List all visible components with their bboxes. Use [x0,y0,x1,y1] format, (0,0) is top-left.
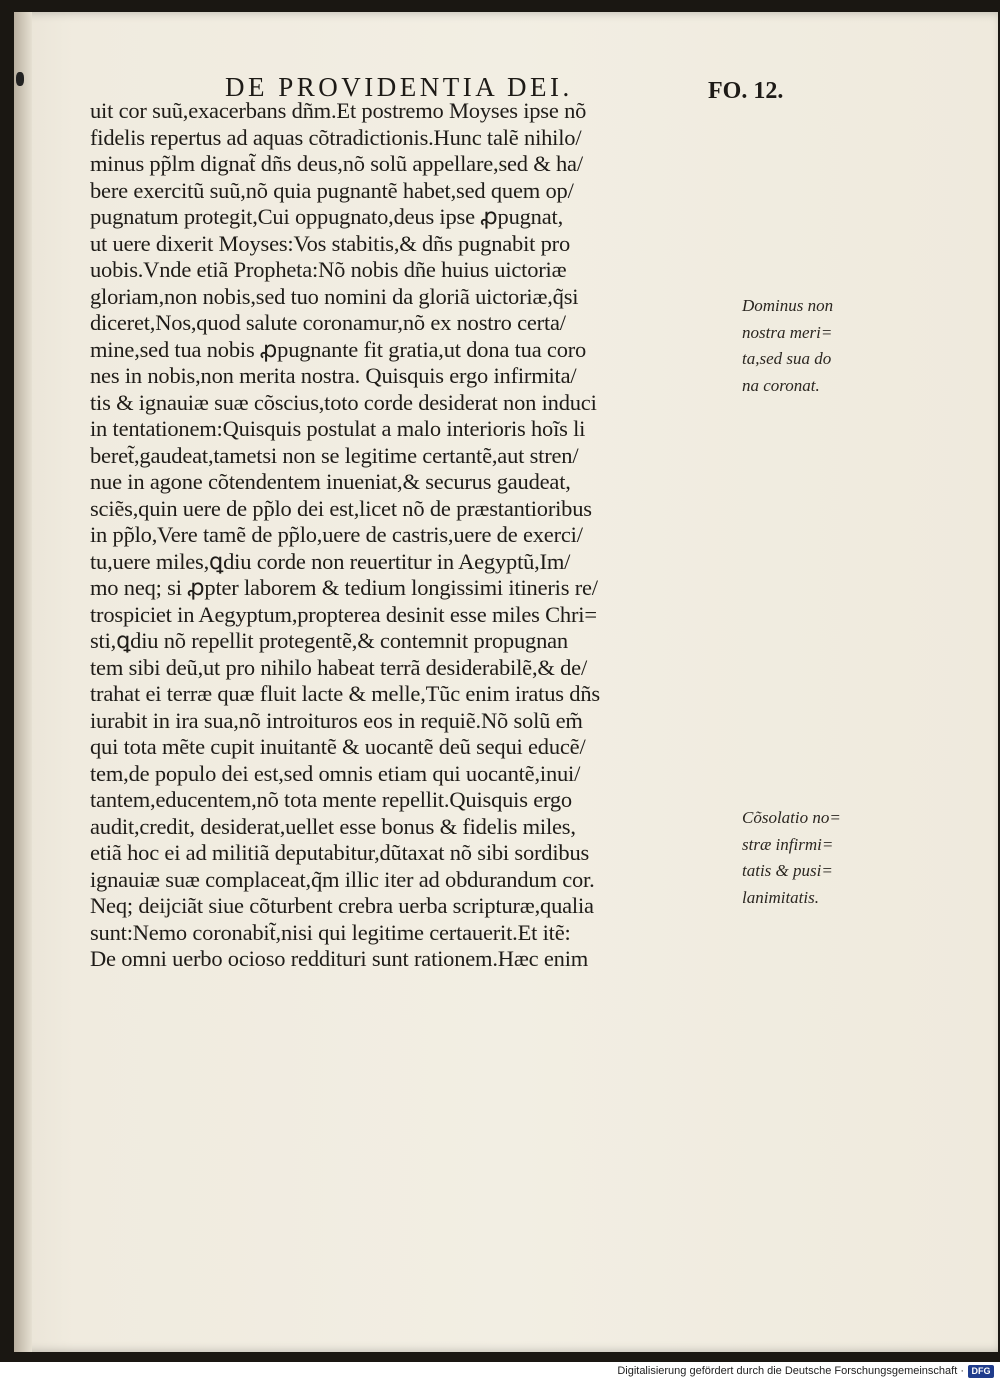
text-line: mo neq; si ꝓpter laborem & tedium longissimi itineris re/ [90,575,598,600]
text-line: diceret,Nos,quod salute coronamur,nõ ex nostro certa/ [90,310,566,335]
margin-note-dominus [742,293,922,399]
margin-note-line: Cõsolatio no= [742,808,841,827]
ink-blot [16,72,24,86]
text-line: in pp̃lo,Vere tamẽ de pp̃lo,uere de castris,uere de exerci/ [90,522,583,547]
text-line: etiã hoc ei ad militiã deputabitur,dũtaxat nõ sibi sordibus [90,840,590,865]
margin-note-line: tatis & pusi= [742,861,833,880]
margin-note-line: stræ infirmi= [742,834,834,854]
text-line: qui tota mẽte cupit inuitantẽ & uocantẽ deũ sequi educẽ/ [90,734,586,759]
margin-note-line: ta,sed sua do [742,349,832,368]
text-line: uobis.Vnde etiã Propheta:Nõ nobis dñe huius uictoriæ [90,257,567,282]
margin-note-line: na coronat. [742,375,820,395]
text-line: fidelis repertus ad aquas cõtradictionis.Hunc talẽ nihilo/ [90,124,582,150]
text-line: ut uere dixerit Moyses:Vos stabitis,& dñs pugnabit pro [90,230,571,256]
text-line: tantem,educentem,nõ tota mente repellit.Quisquis ergo [90,787,572,812]
text-line: tu,uere miles,ꝗdiu corde non reuertitur in Aegyptũ,Im/ [90,548,571,574]
text-line: sciẽs,quin uere de pp̃lo dei est,licet nõ de præstantioribus [90,495,592,521]
text-line: De omni uerbo ocioso reddituri sunt rationem.Hæc enim [90,946,589,971]
text-line: Neq; deijciãt siue cõturbent crebra uerba scripturæ,qualia [90,893,594,918]
text-line: tem,de populo dei est,sed omnis etiam qui uocantẽ,inui/ [90,760,581,786]
margin-note-line: Dominus non [742,296,834,315]
digitization-footer [0,1362,1000,1383]
text-line: iurabit in ira sua,nõ introituros eos in requiẽ.Nõ solũ em̃ [90,707,583,733]
main-text-block [90,98,780,973]
margin-note-line: lanimitatis. [742,887,819,907]
folio-number: FO. 12. [708,78,784,104]
margin-note-line: nostra meri= [742,322,833,342]
text-line: pugnatum protegit,Cui oppugnato,deus ipse ꝓpugnat, [90,204,563,229]
text-line: bere exercitũ suũ,nõ quia pugnantẽ habet,sed quem op/ [90,177,574,203]
text-line: trahat ei terræ quæ fluit lacte & melle,Tũc enim iratus dñs [90,681,600,706]
text-line: audit,credit, desiderat,uellet esse bonus & fidelis miles, [90,813,576,839]
text-line: beret̃,gaudeat,tametsi non se legitime certantẽ,aut stren/ [90,442,579,468]
text-line: minus pp̃lm dignat̃ dñs deus,nõ solũ appellare,sed & ha/ [90,151,583,176]
text-line: sti,ꝗdiu nõ repellit protegentẽ,& contemnit propugnan [90,628,568,653]
text-line: mine,sed tua nobis ꝓpugnante fit gratia,ut dona tua coro [90,336,587,362]
text-line: uit cor suũ,exacerbans dñm.Et postremo Moyses ipse nõ [90,98,587,123]
text-line: nue in agone cõtendentem inueniat,& securus gaudeat, [90,469,571,494]
text-line: trospiciet in Aegyptum,propterea desinit esse miles Chri= [90,601,597,627]
page-gutter [14,12,32,1352]
text-line: ignauiæ suæ complaceat,q̃m illic iter ad obdurandum cor. [90,866,595,892]
text-line: tem sibi deũ,ut pro nihilo habeat terrã desiderabilẽ,& de/ [90,654,587,680]
text-line: gloriam,non nobis,sed tuo nomini da gloriã uictoriæ,q̃si [90,283,579,309]
margin-note-consolatio [742,805,922,911]
funding-credit: Digitalisierung gefördert durch die Deutsche Forschungsgemeinschaft · [617,1365,964,1377]
running-head-title: DE PROVIDENTIA DEI. [225,72,573,102]
text-line: in tentationem:Quisquis postulat a malo interioris hoĩs li [90,416,586,441]
text-line: tis & ignauiæ suæ cõscius,toto corde desiderat non induci [90,389,597,415]
text-line: nes in nobis,non merita nostra. Quisquis ergo infirmita/ [90,363,577,388]
text-line: sunt:Nemo coronabit̃,nisi qui legitime certauerit.Et itẽ: [90,919,571,945]
dfg-logo-icon: DFG [968,1365,994,1378]
